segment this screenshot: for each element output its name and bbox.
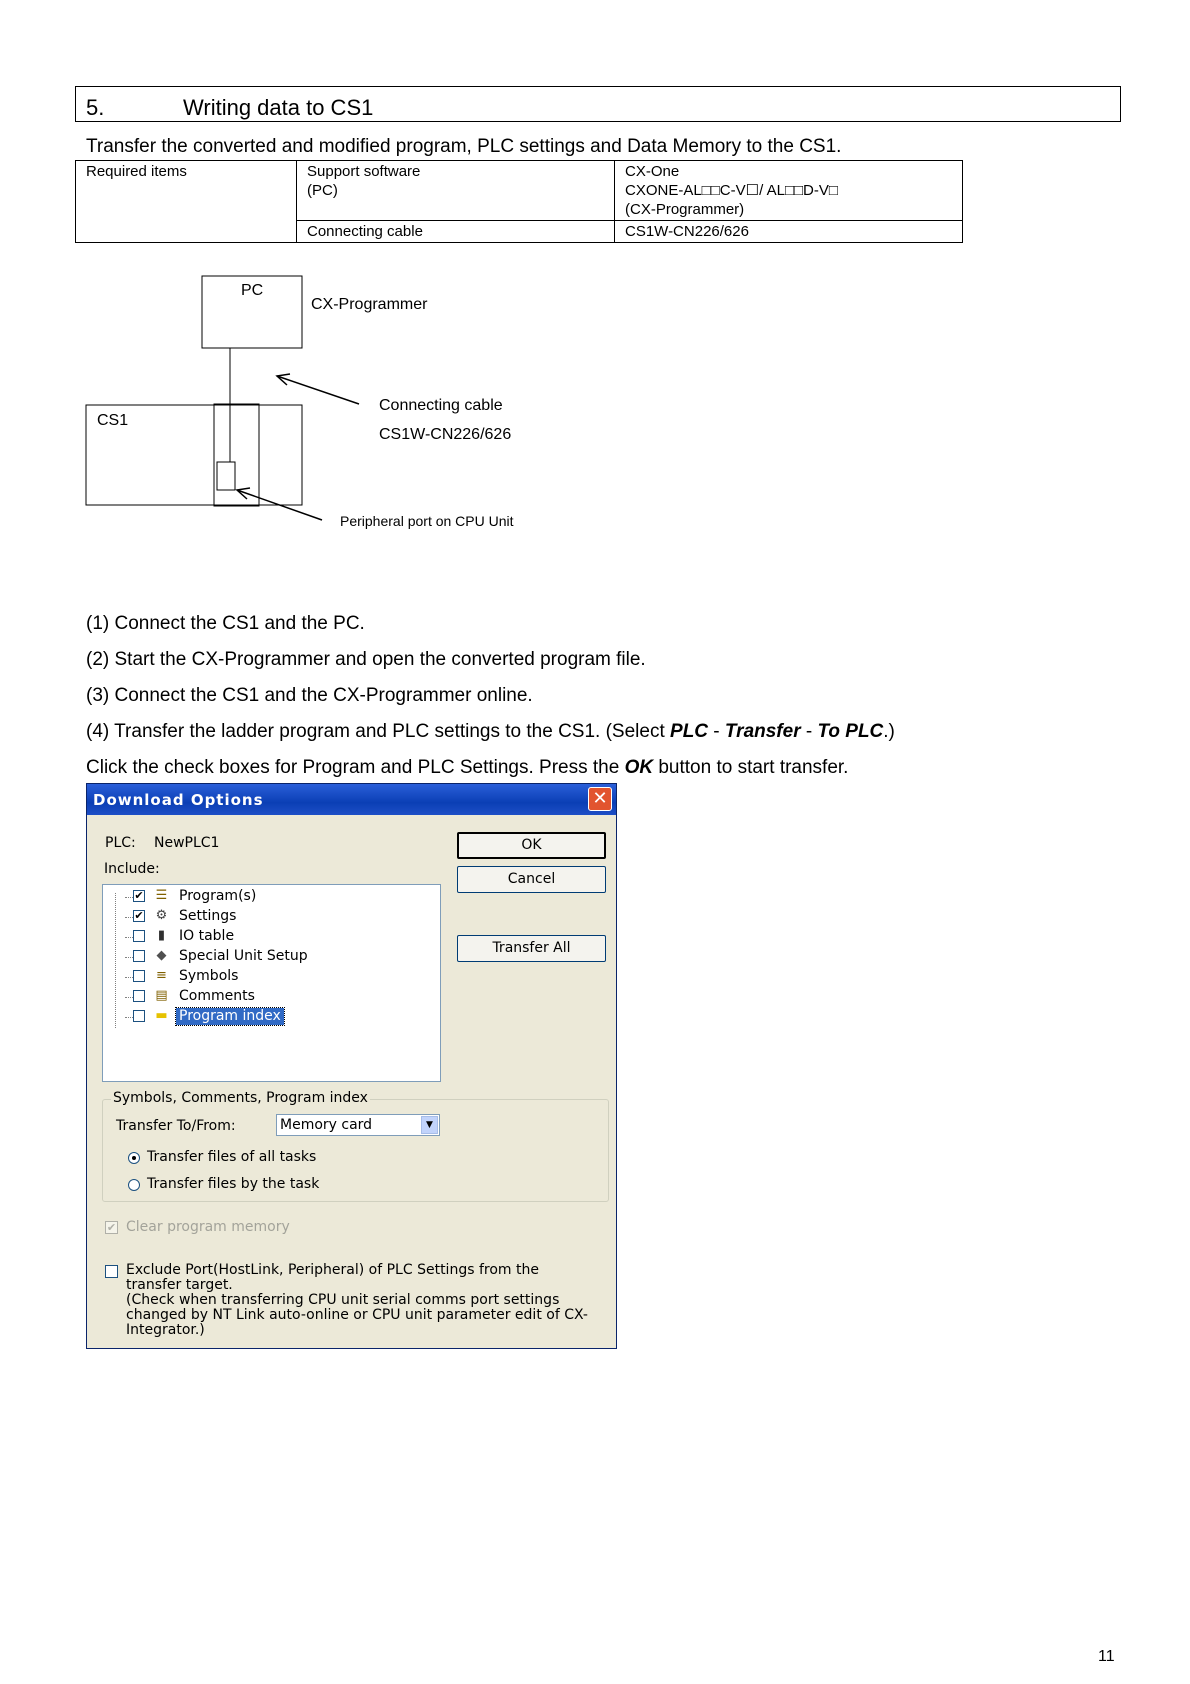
exclude-port-label: Exclude Port(HostLink, Peripheral) of PLC Settings from the transfer target. <box>126 1262 539 1293</box>
tree-item-label-selected: Program index <box>176 1008 284 1025</box>
select-value: Memory card <box>280 1117 373 1133</box>
settings-icon: ⚙ <box>155 908 168 923</box>
step-4-text: (4) Transfer the ladder program and PLC settings to the CS1. (Select <box>86 721 671 742</box>
separator: - <box>800 721 818 742</box>
exclude-port-checkbox[interactable] <box>105 1265 118 1278</box>
software-value-line: (CX-Programmer) <box>625 201 745 218</box>
software-value-line: CX-One <box>625 163 680 180</box>
tree-item-label: Symbols <box>179 968 239 984</box>
transfer-to-from-label: Transfer To/From: <box>116 1118 236 1134</box>
clear-memory-checkbox: ✔ <box>106 1221 117 1234</box>
symbols-comments-group <box>102 1090 609 1202</box>
close-button[interactable] <box>588 787 612 811</box>
menu-transfer: Transfer <box>724 721 801 742</box>
cable-arrow <box>277 376 359 404</box>
diagram-lines <box>0 0 1190 560</box>
comments-checkbox[interactable] <box>133 990 145 1002</box>
radio-by-task-label[interactable]: Transfer files by the task <box>147 1176 320 1192</box>
settings-checkbox[interactable]: ✔ <box>134 909 144 922</box>
step-1: (1) Connect the CS1 and the PC. <box>86 613 365 634</box>
intro-text: Transfer the converted and modified program, PLC settings and Data Memory to the CS1. <box>86 136 842 157</box>
cpu-unit-box <box>214 404 259 506</box>
close-icon: ✕ <box>592 788 608 809</box>
connecting-cable-value: CS1W-CN226/626 <box>615 221 963 243</box>
connection-diagram <box>0 0 1190 560</box>
pc-label: PC <box>241 282 264 299</box>
connecting-cable-label: Connecting cable <box>297 221 615 243</box>
cx-programmer-label: CX-Programmer <box>311 296 428 313</box>
peripheral-port-label: Peripheral port on CPU Unit <box>340 513 514 529</box>
ok-button[interactable]: OK <box>457 832 606 859</box>
io-table-checkbox[interactable] <box>133 930 145 942</box>
special-unit-icon: ◆ <box>156 948 167 963</box>
tree-trunk <box>115 893 116 1028</box>
group-title: Symbols, Comments, Program index <box>113 1090 368 1106</box>
section-title: Writing data to CS1 <box>183 95 374 120</box>
comments-icon: ▤ <box>155 988 168 1003</box>
click-instruction <box>86 757 848 779</box>
cs1-label: CS1 <box>97 412 129 429</box>
folder-icon: ▬ <box>155 1008 168 1023</box>
menu-plc: PLC <box>670 721 709 742</box>
tree-item-label: Comments <box>179 988 255 1004</box>
download-options-dialog <box>86 783 617 1349</box>
tree-item-label: IO table <box>179 928 235 944</box>
cable-label: Connecting cable <box>379 397 503 414</box>
clear-memory-label: Clear program memory <box>126 1219 290 1235</box>
section-number: 5. <box>86 95 105 120</box>
exclude-port-note: (Check when transferring CPU unit serial comms port settings changed by NT Link auto-online or CPU unit parameter edit of CX-Integrator.) <box>126 1292 588 1338</box>
step-2: (2) Start the CX-Programmer and open the converted program file. <box>86 649 646 670</box>
tree-item-label: Special Unit Setup <box>179 948 308 964</box>
page-number: 11 <box>1098 1648 1115 1665</box>
support-software-sub: (PC) <box>307 182 338 199</box>
step-4-end: .) <box>883 721 895 742</box>
symbols-icon: ≡ <box>156 968 167 983</box>
radio-all-tasks[interactable] <box>128 1152 140 1164</box>
program-index-checkbox[interactable] <box>133 1010 145 1022</box>
tree-item-label: Settings <box>179 908 237 924</box>
include-label: Include: <box>104 861 160 877</box>
dialog-titlebar[interactable] <box>87 784 616 815</box>
software-value-line: CXONE-AL□□C-V☐/ AL□□D-V□ <box>625 182 838 199</box>
plc-name: NewPLC1 <box>154 835 220 851</box>
transfer-all-button[interactable]: Transfer All <box>457 935 606 962</box>
ok-emphasis: OK <box>624 757 654 778</box>
cancel-button[interactable]: Cancel <box>457 866 606 893</box>
radio-by-task[interactable] <box>128 1179 140 1191</box>
plc-label: PLC: <box>105 835 136 851</box>
step-3: (3) Connect the CS1 and the CX-Programmer online. <box>86 685 533 706</box>
separator: - <box>708 721 725 742</box>
transfer-to-from-select[interactable] <box>276 1114 440 1136</box>
required-items-label: Required items <box>76 161 297 243</box>
tree-item-label: Program(s) <box>179 888 257 904</box>
program-icon: ☰ <box>155 888 168 903</box>
radio-all-tasks-label[interactable]: Transfer files of all tasks <box>147 1149 317 1165</box>
click-post: button to start transfer. <box>653 757 849 778</box>
step-4 <box>86 721 895 743</box>
programs-checkbox[interactable]: ✔ <box>134 889 144 902</box>
peripheral-port <box>217 462 235 490</box>
include-tree[interactable] <box>102 884 441 1082</box>
support-software-label: Support software <box>307 163 421 180</box>
special-unit-checkbox[interactable] <box>133 950 145 962</box>
click-pre: Click the check boxes for Program and PLC Settings. Press the <box>86 757 625 778</box>
exclude-port-text[interactable] <box>126 1263 596 1338</box>
dialog-title: Download Options <box>93 791 264 809</box>
chevron-down-icon[interactable]: ▼ <box>421 1116 438 1134</box>
menu-to-plc: To PLC <box>817 721 884 742</box>
symbols-checkbox[interactable] <box>133 970 145 982</box>
cable-model: CS1W-CN226/626 <box>379 426 512 443</box>
io-table-icon: ▮ <box>157 928 166 943</box>
